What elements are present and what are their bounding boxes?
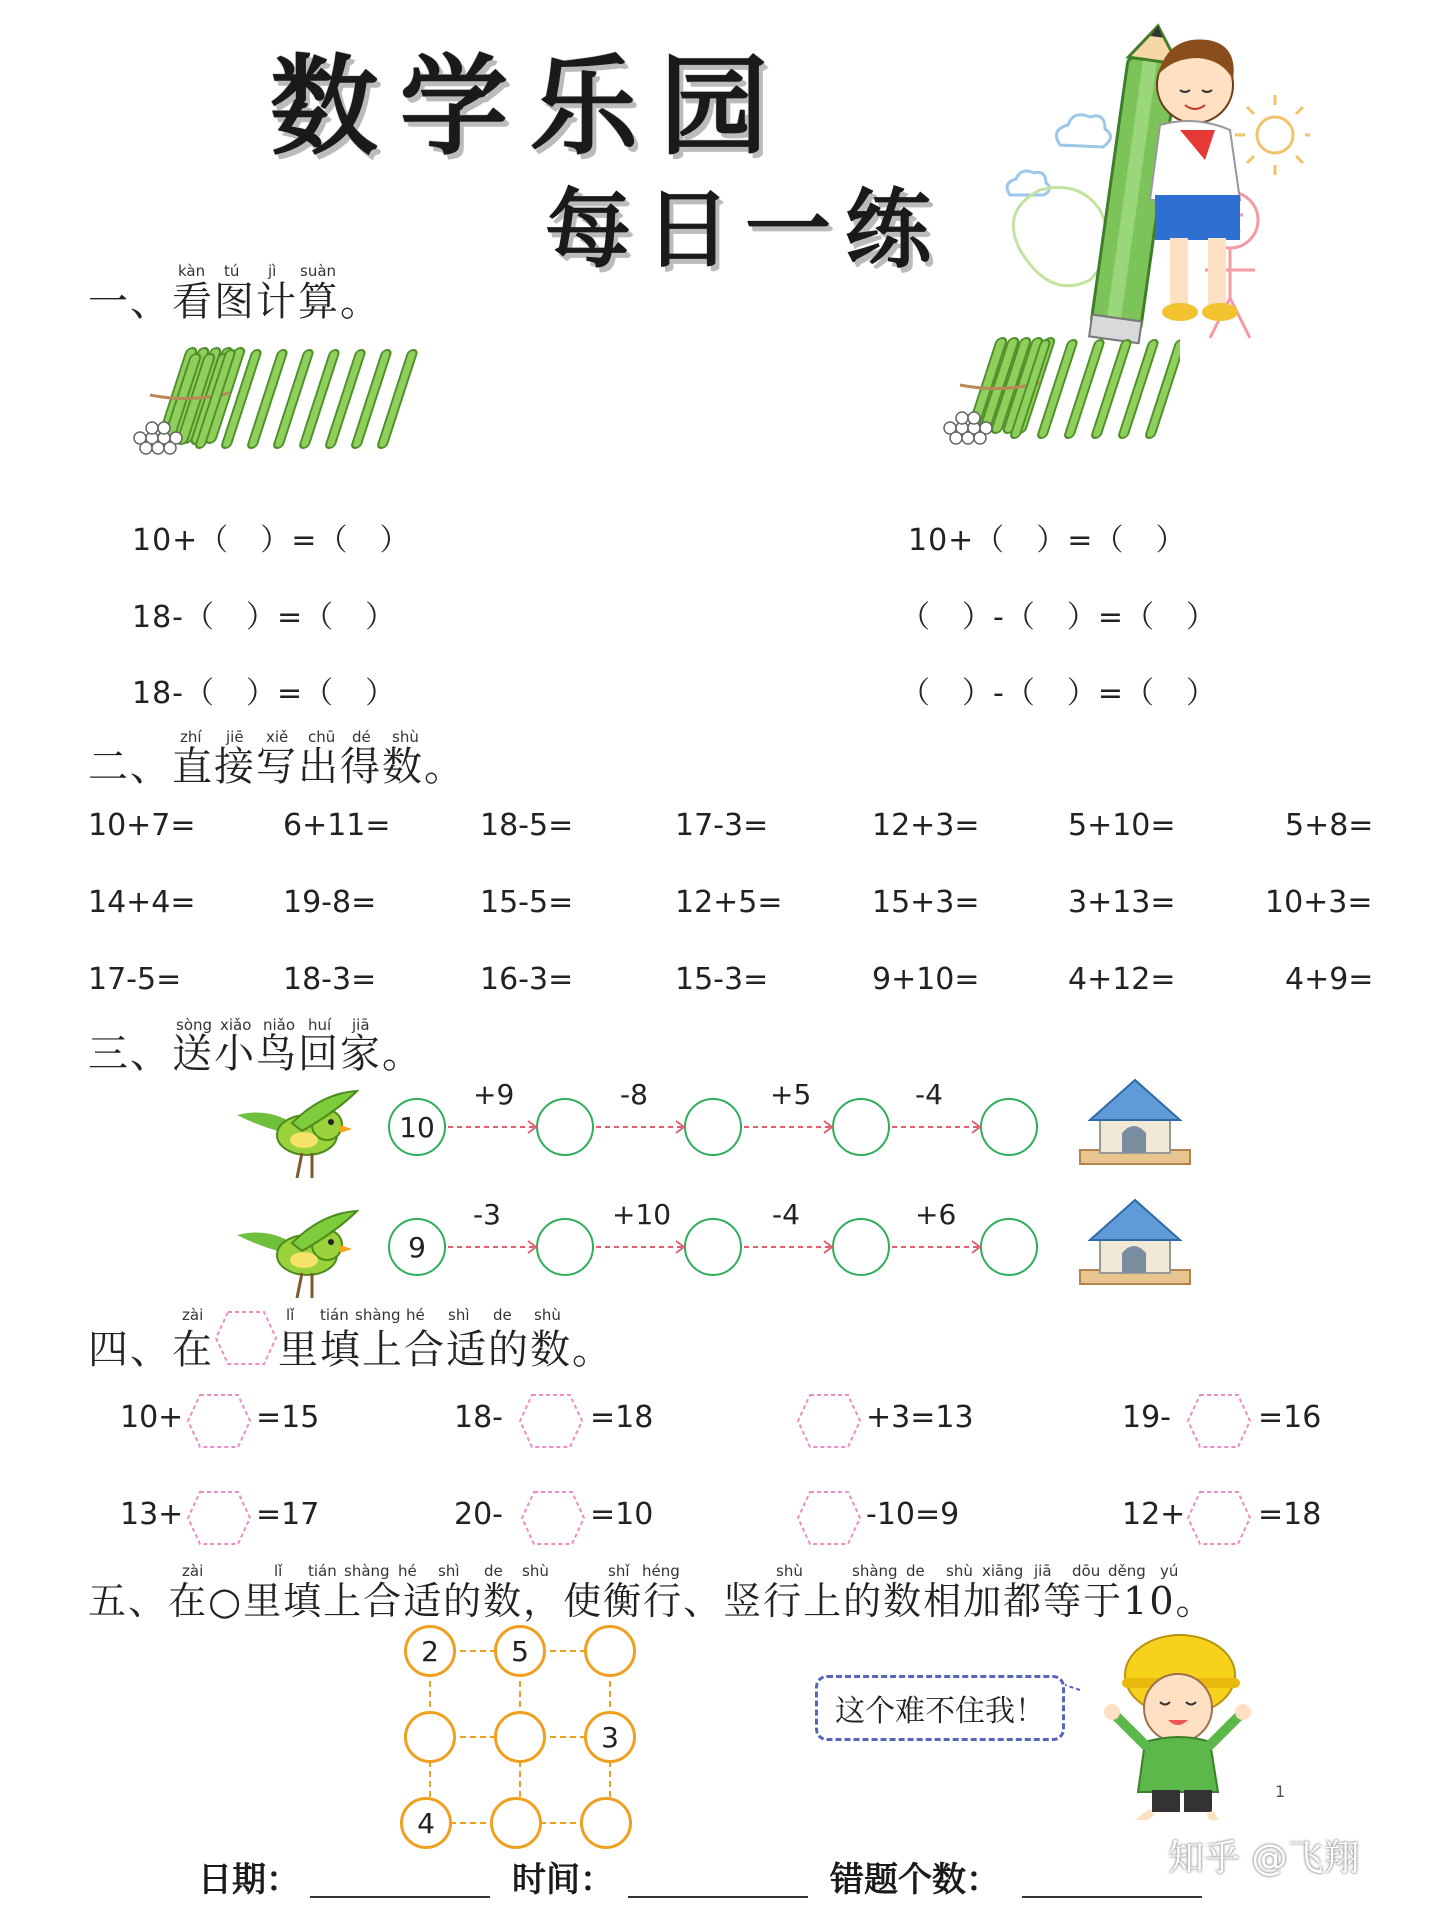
hexagon-answer-box[interactable]: [186, 1393, 252, 1449]
pinyin: xiě: [266, 728, 289, 746]
calc-item: 6+11=: [283, 808, 391, 843]
fill-item-pre: 19-: [1122, 1400, 1171, 1435]
fill-item-post: =18: [590, 1400, 654, 1435]
grid-circle[interactable]: [490, 1797, 542, 1849]
pinyin: xiǎo: [220, 1016, 252, 1034]
pinyin: shù: [776, 1562, 803, 1580]
pinyin: chū: [308, 728, 336, 746]
fill-item-post: =18: [1258, 1497, 1322, 1532]
pinyin: lǐ: [274, 1562, 283, 1580]
pinyin: de: [493, 1306, 512, 1324]
op-label: +10: [612, 1198, 672, 1231]
section1-heading: 一、看图计算。: [88, 279, 382, 325]
hexagon-answer-box[interactable]: [796, 1490, 862, 1546]
page-subtitle: 每日一练: [545, 180, 945, 280]
hexagon-answer-box[interactable]: [520, 1490, 586, 1546]
pinyin: shàng: [852, 1562, 898, 1580]
calc-item: 5+10=: [1068, 808, 1176, 843]
calc-item: 9+10=: [872, 962, 980, 997]
op-label: -3: [473, 1198, 501, 1231]
house-icon: [1070, 1195, 1200, 1295]
calc-item: 18-3=: [283, 962, 377, 997]
calc-item: 10+3=: [1265, 885, 1373, 920]
pinyin: shǐ: [608, 1562, 630, 1580]
pinyin: hé: [398, 1562, 417, 1580]
footer-date-label: 日期：: [198, 1860, 300, 1900]
pinyin: tián: [320, 1306, 349, 1324]
fill-item-post: =17: [256, 1497, 320, 1532]
section2-heading: 二、直接写出得数。: [88, 744, 466, 790]
section5-heading: 五、在○里填上合适的数，使衡行、竖行上的数相加都等于10。: [88, 1579, 1216, 1623]
pinyin: děng: [1108, 1562, 1146, 1580]
hexagon-answer-box[interactable]: [796, 1393, 862, 1449]
hexagon-answer-box[interactable]: [518, 1393, 584, 1449]
footer-date-line[interactable]: [310, 1896, 490, 1898]
op-label: -4: [915, 1078, 943, 1111]
calc-item: 10+7=: [88, 808, 196, 843]
pinyin: shàng: [355, 1306, 401, 1324]
grid-circle[interactable]: [404, 1711, 456, 1763]
pinyin: huí: [308, 1016, 332, 1034]
footer-errors-line[interactable]: [1022, 1896, 1202, 1898]
page-number: 1: [1275, 1782, 1286, 1801]
pinyin: shù: [522, 1562, 549, 1580]
bird-icon: [232, 1085, 362, 1185]
calc-item: 18-5=: [480, 808, 574, 843]
section3-heading: 三、送小鸟回家。: [88, 1031, 424, 1077]
page-title: 数学乐园: [270, 45, 791, 170]
footer-time-label: 时间：: [512, 1860, 614, 1900]
calc-item: 12+5=: [675, 885, 783, 920]
equation: 18-（ ）=（ ）: [132, 676, 397, 711]
fill-item-post: +3=13: [866, 1400, 974, 1435]
grid-circle: 5: [494, 1625, 546, 1677]
pinyin: shì: [448, 1306, 470, 1324]
fill-item-post: =16: [1258, 1400, 1322, 1435]
fill-item-post: -10=9: [866, 1497, 960, 1532]
fill-item-post: =15: [256, 1400, 320, 1435]
sticks-bundle-illustration-right: [940, 330, 1180, 450]
hexagon-answer-box[interactable]: [1186, 1393, 1252, 1449]
hexagon-answer-box[interactable]: [186, 1490, 252, 1546]
pinyin: jiā: [352, 1016, 370, 1034]
op-label: +9: [473, 1078, 515, 1111]
pinyin: jì: [268, 262, 277, 280]
hexagon-answer-box[interactable]: [1186, 1490, 1252, 1546]
pinyin: jiā: [1034, 1562, 1052, 1580]
chain-start-circle: 10: [388, 1098, 446, 1156]
pinyin: zhí: [180, 728, 202, 746]
hexagon-icon: [214, 1310, 278, 1366]
pinyin: lǐ: [286, 1306, 295, 1324]
calc-item: 12+3=: [872, 808, 980, 843]
fill-item-pre: 20-: [454, 1497, 503, 1532]
pinyin: dé: [352, 728, 371, 746]
bird-icon: [232, 1205, 362, 1305]
calc-item: 3+13=: [1068, 885, 1176, 920]
pinyin: jiē: [226, 728, 244, 746]
pinyin: zài: [182, 1562, 204, 1580]
op-label: +5: [770, 1078, 812, 1111]
house-icon: [1070, 1075, 1200, 1175]
grid-circle[interactable]: [494, 1711, 546, 1763]
footer-errors-label: 错题个数：: [830, 1860, 1000, 1900]
speech-bubble: 这个难不住我！: [815, 1675, 1065, 1741]
equation: 18-（ ）=（ ）: [132, 600, 397, 635]
pinyin: shù: [534, 1306, 561, 1324]
grid-circle[interactable]: [580, 1797, 632, 1849]
fill-item-post: =10: [590, 1497, 654, 1532]
pinyin: tián: [308, 1562, 337, 1580]
op-label: -4: [772, 1198, 800, 1231]
calc-item: 5+8=: [1285, 808, 1374, 843]
fill-item-pre: 10+: [120, 1400, 184, 1435]
pinyin: de: [484, 1562, 503, 1580]
grid-circle[interactable]: [584, 1625, 636, 1677]
pinyin: niǎo: [263, 1016, 296, 1034]
boy-pencil-illustration: [990, 20, 1310, 360]
section4-heading: 四、在 里填上合适的数。: [88, 1327, 614, 1373]
calc-item: 19-8=: [283, 885, 377, 920]
pinyin: tú: [224, 262, 240, 280]
pinyin: shàng: [344, 1562, 390, 1580]
pinyin: héng: [642, 1562, 680, 1580]
equation: 10+（ ）=（ ）: [908, 523, 1187, 558]
pinyin: de: [906, 1562, 925, 1580]
equation: （ ）-（ ）=（ ）: [900, 676, 1217, 711]
fill-item-pre: 18-: [454, 1400, 503, 1435]
calc-item: 17-5=: [88, 962, 182, 997]
fill-item-pre: 12+: [1122, 1497, 1186, 1532]
grid-circle: 3: [584, 1711, 636, 1763]
grid-circle: 2: [404, 1625, 456, 1677]
pinyin: xiāng: [982, 1562, 1024, 1580]
calc-item: 16-3=: [480, 962, 574, 997]
pinyin: yú: [1160, 1562, 1179, 1580]
equation: 10+（ ）=（ ）: [132, 523, 411, 558]
calc-item: 17-3=: [675, 808, 769, 843]
grid-circle: 4: [400, 1797, 452, 1849]
chain-start-circle: 9: [388, 1218, 446, 1276]
pinyin: zài: [182, 1306, 204, 1324]
pinyin: sòng: [176, 1016, 213, 1034]
pinyin: shù: [946, 1562, 973, 1580]
calc-item: 15-3=: [675, 962, 769, 997]
calc-item: 15+3=: [872, 885, 980, 920]
pinyin: shù: [392, 728, 419, 746]
calc-item: 4+12=: [1068, 962, 1176, 997]
calc-item: 15-5=: [480, 885, 574, 920]
pinyin: hé: [406, 1306, 425, 1324]
calc-item: 4+9=: [1285, 962, 1374, 997]
watermark: 知乎 @飞翔: [1168, 1838, 1360, 1879]
pinyin: dōu: [1072, 1562, 1101, 1580]
sticks-bundle-illustration: [130, 340, 430, 460]
pinyin: suàn: [300, 262, 337, 280]
pinyin: shì: [438, 1562, 460, 1580]
op-label: -8: [620, 1078, 648, 1111]
pinyin: kàn: [178, 262, 206, 280]
calc-item: 14+4=: [88, 885, 196, 920]
fill-item-pre: 13+: [120, 1497, 184, 1532]
equation: （ ）-（ ）=（ ）: [900, 600, 1217, 635]
op-label: +6: [915, 1198, 957, 1231]
kid-hat-illustration: [1060, 1620, 1260, 1820]
footer-time-line[interactable]: [628, 1896, 808, 1898]
